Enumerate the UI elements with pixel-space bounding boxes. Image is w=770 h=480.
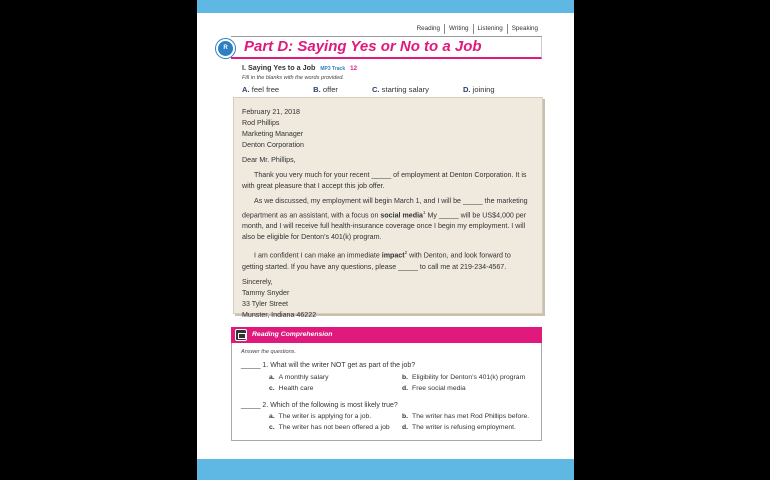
- q2-option-a: a. The writer is applying for a job.: [269, 413, 372, 420]
- q2-option-c: c. The writer has not been offered a job: [269, 424, 390, 431]
- letter-paragraph-2: As we discussed, my employment will begin March 1, and I will be _____ the marketing department as an assistant, with a focus on social media$^1$ My _____ will be US$4,000 per month, and I will receive full health-insurance coverage once I begin my employment. I will also be eligible for Denton’s 401(k) program.: [242, 197, 528, 242]
- vocab-social-media: social media: [380, 211, 423, 220]
- exercise-instruction: Fill in the blanks with the words provided.: [242, 75, 344, 81]
- letter-date: February 21, 2018: [242, 108, 300, 116]
- letter-paragraph-3: I am confident I can make an immediate impact$^2$ with Denton, and look forward to getting started. If you have any questions, please _____ to call me at 219-234-4567.: [242, 250, 511, 271]
- word-choices: [242, 85, 529, 94]
- mp3-track-number: 12: [350, 65, 358, 72]
- letter-signer-street: 33 Tyler Street: [242, 299, 289, 308]
- tab-speaking[interactable]: Speaking: [507, 24, 542, 34]
- choice-b: B. offer: [313, 85, 338, 94]
- q1-option-d: d. Free social media: [402, 385, 466, 392]
- textbook-page: [197, 0, 574, 480]
- letter-recipient-name: Rod Phillips: [242, 119, 280, 127]
- vocab-impact: impact: [381, 251, 405, 260]
- reading-comprehension-title: Reading Comprehension: [252, 331, 333, 338]
- top-color-band: [197, 0, 574, 13]
- letter-recipient-company: Denton Corporation: [242, 141, 304, 149]
- q1-option-b: b. Eligibility for Denton’s 401(k) program: [402, 374, 526, 381]
- book-icon: [235, 329, 247, 341]
- choice-c: C. starting salary: [371, 85, 429, 94]
- bottom-color-band: [197, 459, 574, 480]
- q2-option-b: b. The writer has met Rod Phillips before.: [402, 413, 530, 420]
- choice-a: A. feel free: [242, 85, 280, 94]
- choice-d: D. joining: [462, 85, 495, 94]
- letter-paragraph-1: Thank you very much for your recent _____ of employment at Denton Corporation. It is with great pleasure that I accept this job offer.: [242, 171, 527, 190]
- question-1: _____ 1. What will the writer NOT get as part of the job?: [241, 362, 416, 369]
- exercise-title: [242, 63, 357, 72]
- letter-closing: Sincerely,: [242, 277, 273, 286]
- q2-option-d: d. The writer is refusing employment.: [402, 424, 516, 431]
- rc-instruction: Answer the questions.: [241, 349, 297, 355]
- question-2: _____ 2. Which of the following is most likely true?: [241, 402, 398, 409]
- letter-recipient-title: Marketing Manager: [242, 130, 304, 138]
- tab-reading[interactable]: Reading: [416, 25, 441, 32]
- skill-tabs: [413, 24, 542, 34]
- q1-option-a: a. A monthly salary: [269, 374, 329, 381]
- tab-writing[interactable]: Writing: [444, 24, 472, 34]
- reading-badge-icon: R: [216, 39, 235, 58]
- tab-listening[interactable]: Listening: [473, 24, 507, 34]
- mp3-track-label: MP3 Track: [320, 66, 346, 72]
- letter-signer-city: Munster, Indiana 46222: [242, 310, 317, 319]
- letter-salutation: Dear Mr. Phillips,: [242, 156, 296, 164]
- letter-box: [233, 97, 543, 319]
- letter-signer-name: Tammy Snyder: [242, 288, 290, 297]
- exercise-title-text: I. Saying Yes to a Job: [242, 63, 316, 72]
- part-title: Part D: Saying Yes or No to a Job: [244, 38, 482, 55]
- q1-option-c: c. Health care: [269, 385, 314, 392]
